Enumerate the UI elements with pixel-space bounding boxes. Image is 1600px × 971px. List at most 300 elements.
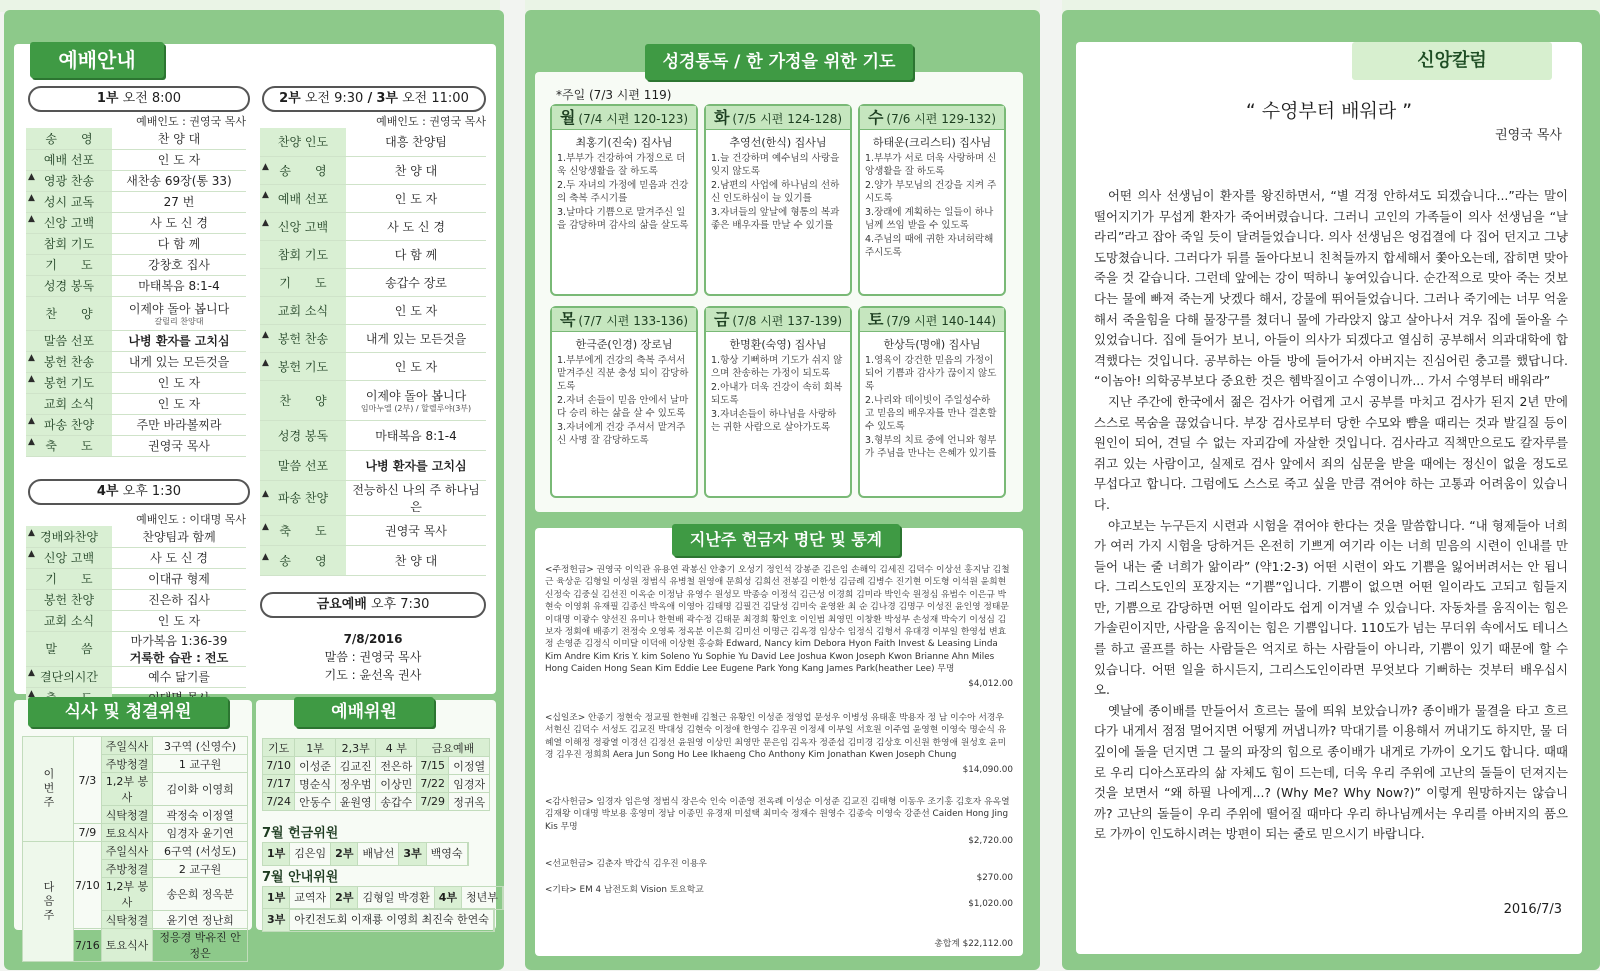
- meal-committee-table: [22, 736, 248, 962]
- order-value-text: 전능하신 나의 주 하나님은: [352, 482, 480, 514]
- meal-row: [23, 737, 248, 755]
- order-row: [26, 393, 246, 414]
- worship-committee-title-text: 예배위원: [331, 702, 397, 722]
- committee-part: 1부: [263, 843, 290, 865]
- order-row: [260, 545, 486, 575]
- worship-committee-cell: 7/29: [417, 793, 449, 811]
- order-row: [260, 212, 486, 240]
- order-value: [346, 352, 486, 380]
- usher-committee-title: 7월 안내위원: [262, 870, 339, 885]
- offering-section: [545, 712, 1013, 776]
- order-value-text: 다 함 께: [394, 247, 438, 262]
- order-value-text: 이제야 돌아 봅니다: [365, 388, 467, 403]
- meal-date: 7/10: [74, 842, 102, 929]
- order-row: [26, 170, 246, 191]
- order-label: ▲ 축 도: [260, 515, 346, 545]
- worship-committee-cell: 7/17: [263, 775, 295, 793]
- order-row: [26, 296, 246, 330]
- worship-committee-cell: 명순식: [295, 775, 336, 793]
- prayer-item: 4.주님의 때에 귀한 자녀허락해 주시도록: [865, 234, 994, 258]
- committee-member: 아킨전도회 이재룡 이영희 최진숙 한연숙: [290, 909, 494, 931]
- order-row: [26, 526, 246, 547]
- order-value: [346, 515, 486, 545]
- order-label: 교회 소식: [26, 610, 112, 631]
- meal-assignee: 김이화 이영희: [153, 773, 248, 806]
- friday-details: [262, 630, 484, 684]
- prayer-day-name: 화: [713, 108, 730, 127]
- order-value: [112, 149, 246, 170]
- offering-amount: $1,020.00: [968, 899, 1013, 910]
- order-row: [26, 568, 246, 589]
- order-label: ▲ 신앙 고백: [260, 212, 346, 240]
- service23-order-table: [260, 128, 486, 576]
- worship-committee-cell: 정우범: [335, 775, 376, 793]
- order-value-text: 사 도 신 경: [387, 219, 445, 234]
- meal-date: 7/3: [74, 737, 102, 824]
- order-value: [112, 526, 246, 547]
- offering-names: <주정헌금> 권영국 이익관 유용연 곽봉신 안충기 오성기 정인석 강봉준 김은임 손해익 김세진 김덕수 이상선 홍지남 김철근 육상운 김형일 이성원 정범식 유병철 원영애 문희성 김희선 전봉길 이한성 김금례 김병수 진기현 이도형 이석원 윤희현 신정숙 김중실 김선진 이옥순 이정남 유영수 원성모 박종승 이정석 김근성 이경희 김미라 박인숙 원정심 유범수 이은규 박현숙 이영휘 유재필 김종신 박옥애 이영아 김태명 김필건 김달성 김미숙 윤영완 최 순 김나경 김명구 이성진 윤인영 정태문 이대명 이광수 양선진 유미나 한현배 곽수정 김태문 최경희 황인호 이인범 최영민 이창환 박성부 손성재 박숙기 이성심 김보자 정회애 배종기 전정숙 오영록 정옥분 이은희 김미선 이명근 김옥경 임상수 임정식 김형서 유대경 이부일 한영섭 변효정 손영준 김정식 이미달 이덕애 이상현 홍승화 Edward, Nancy kim Debora Hyon Faith Invest & Leasing Linda Kim Andre Kim Kris Y. kim Soleno Yu Sophie Yu David Lee Joshua Kwon Joseph Kwon Brianne Ahn Miles Hong Caiden Hong Sean Kim Eddie Lee Eugene Park Yong Kang James Park(heather Lee) 무명: [545, 565, 1010, 675]
- prayer-day-ref: (7/7 시편 133-136): [578, 314, 689, 328]
- committee-part: 3부: [263, 909, 290, 931]
- order-value-sub: 갈릴리 찬양대: [154, 316, 204, 326]
- order-value: [346, 545, 486, 575]
- service4-name: 4부: [96, 484, 119, 499]
- worship-committee-cell: 송갑수: [376, 793, 417, 811]
- order-row: [260, 128, 486, 156]
- order-value: [112, 547, 246, 568]
- order-value: [112, 372, 246, 393]
- prayer-item: 2.두 자녀의 가정에 믿음과 건강의 축복 주시기를: [557, 180, 689, 204]
- prayer-list: [860, 354, 1004, 460]
- order-label: 성경 봉독: [260, 420, 346, 450]
- worship-committee-cell: 7/24: [263, 793, 295, 811]
- prayer-day-card: [550, 306, 698, 498]
- order-value: [112, 631, 246, 666]
- prayer-family-name: 한상득(명애) 집사님: [883, 338, 981, 351]
- prayer-item: 3.장래에 계획하는 일들이 하나님께 쓰임 받을 수 있도록: [865, 207, 994, 231]
- prayer-day-card: [704, 306, 852, 498]
- order-value-text: 다 함 께: [157, 237, 201, 251]
- order-row: [26, 275, 246, 296]
- worship-committee-cell: 7/10: [263, 757, 295, 775]
- column-paragraph: 지난 주간에 한국에서 젊은 검사가 어렵게 고시 공부를 마치고 검사가 된지 2년 만에 스스로 목숨을 끊었습니다. 부장 검사로부터 당한 수모와 뺨을 때리는 것과 발길질 등이 원인이 되어, 견딜 수 없는 자괴감에 자살한 것입니다. 검사라고 직책만으로도 칼자루를 쥐고 있는 사람이고, 실제로 검사 앞에서 죄의 심문을 받을 때에는 정신이 없을 정도로 무섭다고 합니다. 그럼에도 스스로 죽고 싶을 만큼 겪어야 하는 고통과 어려움이 있습니다.: [1094, 393, 1568, 512]
- prayer-day-name: 목: [559, 310, 576, 329]
- order-row: [26, 351, 246, 372]
- prayer-item: 3.자녀손들이 하나님을 사랑하는 귀한 사람으로 살아가도록: [711, 409, 837, 433]
- service4-leader: 예배인도 : 이대명 목사: [136, 513, 246, 526]
- friday-prayer: 기도 : 윤선옥 권사: [324, 668, 422, 682]
- prayer-family-name: 추영선(한식) 집사님: [729, 136, 827, 149]
- order-value: [112, 610, 246, 631]
- order-value-text: 주만 바라볼찌라: [136, 418, 222, 432]
- order-row: [260, 240, 486, 268]
- order-label: 교회 소식: [260, 296, 346, 324]
- prayer-family-name: 한명환(숙영) 집사님: [729, 338, 827, 351]
- usher-committee-row-3: [262, 908, 495, 932]
- order-value: [346, 212, 486, 240]
- order-row: [26, 631, 246, 666]
- next-week-label: 다음주: [23, 842, 74, 962]
- column-title: [1352, 42, 1552, 80]
- order-row: [26, 330, 246, 351]
- offering-names: <감사헌금> 임경자 임은영 정범식 장은숙 인숙 이준영 전옥례 이성순 이성준 김교진 김태형 이동우 조기홍 김호자 유옥열 김재왕 이대명 박보용 홍영미 정남 이종민 유경재 미설택 최미숙 정재수 원영수 김종숙 이영숙 강준선 Caiden Hong Jing Kis 무명: [545, 797, 1010, 832]
- meal-assignee: 6구역 (서성도): [153, 842, 248, 860]
- order-row: [26, 233, 246, 254]
- order-value-text: 대흥 찬양팀: [385, 135, 447, 150]
- prayer-list: [552, 152, 696, 232]
- prayer-day-ref: (7/5 시편 124-128): [732, 112, 843, 126]
- order-value-text: 인 도 자: [394, 303, 438, 318]
- order-value: [346, 420, 486, 450]
- meal-assignee: 정응경 박유진 안정은: [153, 929, 248, 962]
- service1-time: 오전 8:00: [122, 91, 182, 106]
- order-value: [346, 380, 486, 420]
- column-paragraph: 옛날에 종이배를 만들어서 흐르는 물에 띄워 보았습니까? 종이배가 물결을 타고 흐르다가 내게서 점점 멀어지면 어떻게 꺼냅니까? 막대기를 이용해서 꺼내기도 하지만, 물 더 깊이에 돌을 던지면 그 물의 파장의 힘으로 종이배가 내게로 가까이 오기도 합니다. 때때로 우리 디아스포라의 삶 자체도 힘이 드는데, 더욱 우리 주위에 고난의 돌들이 던져지는 것을 보면서 “왜 하필 나에게...? (Why Me? Why Now?)” 이렇게 원망하지는 않습니까? 고난의 돌들이 우리 주위에 떨어질 때마다 우리 하나님께서는 우리를 아버지의 품으로 가까이 인도하시려는 방편이 되는 줄로 믿으시기 바랍니다.: [1094, 702, 1568, 842]
- order-value-text: 내게 있는 모든것을: [128, 355, 230, 369]
- meal-role: 토요식사: [101, 824, 153, 842]
- order-row: [260, 515, 486, 545]
- order-value-text: 내게 있는 모든것을: [365, 331, 467, 346]
- offering-section: [545, 564, 1013, 690]
- committee-member: 청년부: [462, 887, 503, 909]
- order-value-text: 인 도 자: [394, 191, 438, 206]
- committee-member: 김은임: [290, 843, 331, 865]
- order-value: [112, 568, 246, 589]
- order-value: [346, 324, 486, 352]
- order-value-text: 나병 환자를 고치심: [365, 458, 467, 473]
- order-label: 찬 양: [26, 296, 112, 330]
- column-date: 2016/7/3: [1503, 902, 1562, 917]
- service4-pill: [28, 479, 250, 505]
- prayer-day-header: [706, 308, 850, 332]
- prayer-day-header: [706, 106, 850, 130]
- offering-committee-title: 7월 헌금위원: [262, 826, 339, 841]
- order-value: [112, 212, 246, 233]
- prayer-item: 2.남편의 사업에 하나님의 선하신 인도하심이 늘 있기를: [711, 180, 840, 204]
- prayer-item: 1.부부가 건강하여 가정으로 더욱 신앙생활을 잘 하도록: [557, 153, 686, 177]
- order-value: [112, 170, 246, 191]
- prayer-item: 2.나리와 데이빗이 주일성수하고 믿음의 배우자를 만나 결혼할 수 있도록: [865, 395, 997, 432]
- order-value-text: 새찬송 69장(통 33): [126, 174, 232, 188]
- order-label: ▲ 송 영: [260, 156, 346, 184]
- order-label: ▲ 신앙 고백: [26, 212, 112, 233]
- prayer-day-header: [552, 106, 696, 130]
- order-row: [26, 435, 246, 456]
- order-label: 봉헌 찬양: [26, 589, 112, 610]
- column-title-text: 신앙칼럼: [1417, 50, 1487, 71]
- order-value: [112, 275, 246, 296]
- committee-member: 김형일 박경환: [358, 887, 434, 909]
- order-label: 송 영: [26, 128, 112, 149]
- order-value-text: 권영국 목사: [385, 523, 447, 538]
- committee-part: 4부: [435, 887, 462, 909]
- prayer-day-ref: (7/4 시편 120-123): [578, 112, 689, 126]
- prayer-day-name: 금: [713, 310, 730, 329]
- order-value-text: 이대규 형제: [148, 572, 210, 586]
- meal-assignee: 1 교구원: [153, 755, 248, 773]
- prayer-day-name: 수: [867, 108, 884, 127]
- committee-part: 1부: [263, 887, 290, 909]
- worship-committee-header-cell: 1부: [295, 739, 336, 757]
- order-row: [26, 149, 246, 170]
- offering-list-title-text: 지난주 헌금자 명단 및 통계: [689, 530, 883, 549]
- order-value: [112, 191, 246, 212]
- order-row: [260, 268, 486, 296]
- offering-names: <기타> EM 4 남전도회 Vision 토요학교: [545, 885, 704, 895]
- service1-order-table: [26, 128, 246, 457]
- prayer-list: [860, 152, 1004, 259]
- worship-committee-cell: 임경자: [449, 775, 490, 793]
- worship-committee-header: [263, 739, 490, 757]
- order-value: [112, 435, 246, 456]
- meal-assignee: 송은희 정옥분: [153, 878, 248, 911]
- service-separator: /: [367, 91, 373, 106]
- prayer-list: [552, 354, 696, 447]
- order-value: [112, 666, 246, 687]
- order-row: [260, 296, 486, 324]
- order-value-text: 인 도 자: [157, 614, 201, 628]
- service4-time: 오후 1:30: [122, 484, 182, 499]
- order-label: ▲ 예배 선포: [260, 184, 346, 212]
- order-value: [346, 184, 486, 212]
- worship-committee-cell: 이상민: [376, 775, 417, 793]
- prayer-item: 1.항상 기뻐하며 기도가 쉬지 않으며 찬송하는 가정이 되도록: [711, 355, 843, 379]
- prayer-item: 1.부부에게 건강의 축복 주셔서 맡겨주신 직분 충성 되이 감당하도록: [557, 355, 689, 392]
- order-row: [260, 156, 486, 184]
- worship-committee-row: [263, 757, 490, 775]
- order-value-text: 이제야 돌아 봅니다: [128, 301, 230, 316]
- prayer-item: 1.부부가 서로 더욱 사랑하며 신앙생활을 잘 하도록: [865, 153, 997, 177]
- order-value: [112, 233, 246, 254]
- order-value-text: 찬 양 대: [394, 163, 438, 178]
- order-row: [26, 212, 246, 233]
- prayer-item: 1.영육이 강건한 믿음의 가정이 되어 기쁨과 감사가 끊이지 않도록: [865, 355, 997, 392]
- worship-committee-row: [263, 775, 490, 793]
- order-label: 참회 기도: [26, 233, 112, 254]
- prayer-family-name: 하태운(크리스티) 집사님: [872, 136, 992, 149]
- worship-committee-cell: 윤원영: [335, 793, 376, 811]
- meal-committee-title-text: 식사 및 청결위원: [64, 702, 192, 722]
- order-value-text: 사 도 신 경: [150, 216, 208, 230]
- meal-assignee: 3구역 (신영수): [153, 737, 248, 755]
- order-row: [260, 380, 486, 420]
- meal-role: 토요식사: [101, 929, 153, 962]
- order-row: [26, 414, 246, 435]
- order-value-text: 마태복음 8:1-4: [138, 279, 220, 293]
- service4-order-table: [26, 526, 246, 709]
- column-body: [1094, 186, 1568, 845]
- order-value: [112, 351, 246, 372]
- order-value-text: 인 도 자: [394, 359, 438, 374]
- meal-role: 주방청결: [101, 755, 153, 773]
- prayer-item: 2.양가 부모님의 건강을 지켜 주시도록: [865, 180, 997, 204]
- prayer-item: 3.자녀에게 건강 주셔서 맡겨주신 사명 잘 감당하도록: [557, 422, 686, 446]
- committee-member: 배남선: [358, 843, 399, 865]
- meal-role: 식탁청결: [101, 806, 153, 824]
- worship-committee-header-cell: 4 부: [376, 739, 417, 757]
- offering-names: <십일조> 안종기 정현숙 정교필 한현배 김철근 유황인 이성준 정영업 문성우 이병성 유태훈 박용자 정 남 이수아 서경우 서현신 김덕수 서성도 김교진 박대성 김현숙 이정애 한영수 김우권 이정세 이부일 서호원 이주엽 윤영현 이영숙 명순식 유혜열 이해정 정광열 이경선 김정선 윤원영 이상민 최영만 문은임 김옥자 정준섭 김미경 김상호 이신원 한영애 원성호 윤미경 김우진 정희희 Aera Jun Song Ho Lee Ikhaeng Cho Anthony Kim Jonathan Kwen Joseph Chung: [545, 713, 1007, 761]
- worship-committee-header-cell: 금요예배: [417, 739, 490, 757]
- column-paragraph: 어떤 의사 선생님이 환자를 왕진하면서, “별 걱정 안하셔도 되겠습니다...”라는 말이 떨어지기가 무섭게 환자가 죽어버렸습니다. 그러니 고인의 가족들이 의사 선생님을 “날라리”라고 잡아 죽일 듯이 달려들었습니다. 의사 선생님은 엉겁결에 다 집어 던지고 그냥 도망쳤습니다. 그러다가 뒤를 돌아다보니 친척들까지 합세해서 쫓아오는데, 잡히면 맞아죽을 것 같습니다. 그런데 앞에는 강이 떡하니 놓여있습니다. 순간적으로 맞아 죽는 것보다는 물에 빠져 죽는게 낫겠다 해서, 강물에 뛰어들었습니다. 그러나 죽기에는 너무 억울해서 죽을힘을 다해 물장구를 쳤더니 물에 가라앉지 않고 살아나서 겨우 집에 돌아올 수 있었습니다. 집에 들어가 보니, 아들이 의사가 되겠다고 열심히 공부해서 의과대학에 합격했다는 것입니다. 공부하는 아들 방에 들어가서 아버지는 진심어린 충고를 했답니다. “이놈아! 의학공부보다 중요한 것은 헴박질이고 수영이니까... 가서 수영부터 배워라”: [1094, 188, 1568, 389]
- offering-amount: $14,090.00: [962, 764, 1013, 775]
- prayer-day-ref: (7/9 시편 140-144): [886, 314, 997, 328]
- order-value-text: 마태복음 8:1-4: [375, 428, 457, 443]
- service2-name: 2부: [279, 91, 301, 106]
- order-value: [346, 128, 486, 156]
- order-value: [112, 589, 246, 610]
- order-label: 교회 소식: [26, 393, 112, 414]
- worship-committee-cell: 전은하: [376, 757, 417, 775]
- meal-role: 주일식사: [101, 737, 153, 755]
- order-value-text: 찬 양 대: [157, 131, 201, 146]
- worship-committee-row: [263, 793, 490, 811]
- meal-assignee: 임경자 윤기연: [153, 824, 248, 842]
- prayer-list: [706, 152, 850, 232]
- order-value-text: 강창호 집사: [148, 258, 210, 272]
- worship-guide-title: [30, 42, 164, 78]
- order-label: 기 도: [26, 254, 112, 275]
- meal-role: 1,2부 봉사: [101, 773, 153, 806]
- usher-committee-row: [262, 886, 504, 910]
- order-value-text: 사 도 신 경: [150, 551, 208, 565]
- order-row: [260, 420, 486, 450]
- prayer-day-card: [550, 104, 698, 296]
- friday-name: 금요예배: [316, 597, 367, 612]
- prayer-item: 3.자녀들의 앞날에 형통의 복과 좋은 배우자를 만날 수 있기를: [711, 207, 840, 231]
- prayer-day-ref: (7/8 시편 137-139): [732, 314, 843, 328]
- order-label: ▲ 결단의시간: [26, 666, 112, 687]
- committee-member: 교역자: [290, 887, 331, 909]
- order-value-text: 나병 환자를 고치심: [128, 334, 230, 348]
- order-label: ▲ 성시 교독: [26, 191, 112, 212]
- order-label: ▲ 경배와찬양: [26, 526, 112, 547]
- order-label: 기 도: [260, 268, 346, 296]
- order-value-text: 찬 양 대: [394, 553, 438, 568]
- order-value-text: 진은하 집사: [148, 593, 210, 607]
- prayer-day-card: [704, 104, 852, 296]
- worship-committee-title: [294, 697, 434, 727]
- committee-part: 3부: [399, 843, 426, 865]
- order-label: ▲ 봉헌 기도: [260, 352, 346, 380]
- offering-section: [545, 796, 1013, 848]
- worship-committee-cell: 이성준: [295, 757, 336, 775]
- order-row: [26, 128, 246, 149]
- order-value-text: 인 도 자: [157, 397, 201, 411]
- order-value-text: 인 도 자: [157, 153, 201, 167]
- prayer-day-name: 월: [559, 108, 576, 127]
- service23-pill: [262, 86, 486, 112]
- order-row: [26, 547, 246, 568]
- order-value-text: 마가복음 1:36-39: [130, 633, 228, 648]
- order-value-sub: 거룩한 습관 : 전도: [129, 650, 229, 665]
- this-week-label: 이번주: [23, 737, 74, 842]
- order-label: ▲ 파송 찬양: [260, 480, 346, 515]
- worship-committee-header-cell: 2,3부: [335, 739, 376, 757]
- order-label: ▲ 신앙 고백: [26, 547, 112, 568]
- order-value-text: 송갑수 장로: [385, 275, 447, 290]
- meal-role: 식탁청결: [101, 911, 153, 929]
- order-value-text: 찬양팀과 함께: [142, 529, 216, 544]
- prayer-item: 3.날마다 기쁨으로 말겨주신 일을 감당하며 감사의 삶을 살도록: [557, 207, 689, 231]
- meal-role: 1,2부 봉사: [101, 878, 153, 911]
- offering-amount: $4,012.00: [968, 678, 1013, 689]
- friday-date: 7/8/2016: [343, 632, 403, 646]
- order-row: [26, 372, 246, 393]
- prayer-family-name: 최홍기(진숙) 집사님: [575, 136, 673, 149]
- order-label: 기 도: [26, 568, 112, 589]
- meal-committee-title: [28, 697, 228, 727]
- prayer-family-name: 한극준(인경) 장로님: [575, 338, 673, 351]
- order-label: ▲ 축 도: [26, 435, 112, 456]
- order-value: [112, 128, 246, 149]
- order-row: [260, 352, 486, 380]
- order-value: [346, 450, 486, 480]
- meal-date: 7/16: [74, 929, 102, 962]
- order-row: [260, 450, 486, 480]
- worship-committee-cell: 7/15: [417, 757, 449, 775]
- order-row: [26, 191, 246, 212]
- order-value: [112, 296, 246, 330]
- worship-committee-cell: 7/22: [417, 775, 449, 793]
- service23-leader: 예배인도 : 권영국 목사: [376, 115, 486, 128]
- bible-reading-title-text: 성경통독 / 한 가정을 위한 기도: [662, 52, 896, 72]
- order-value: [112, 393, 246, 414]
- meal-assignee: 윤기연 정난희: [153, 911, 248, 929]
- column-headline: “ 수영부터 배워라 ”: [1245, 100, 1413, 122]
- offering-section: [545, 884, 1013, 911]
- order-label: 말씀 선포: [260, 450, 346, 480]
- service3-time: 오전 11:00: [402, 91, 469, 106]
- prayer-day-header: [860, 106, 1004, 130]
- offering-list-title: [672, 524, 900, 556]
- order-row: [260, 184, 486, 212]
- order-label: 성경 봉독: [26, 275, 112, 296]
- service3-name: 3부: [376, 91, 398, 106]
- worship-committee-cell: 이정열: [449, 757, 490, 775]
- order-label: ▲ 봉헌 찬송: [26, 351, 112, 372]
- prayer-day-card: [858, 104, 1006, 296]
- prayer-day-card: [858, 306, 1006, 498]
- order-value-text: 권영국 목사: [148, 439, 210, 453]
- order-row: [260, 480, 486, 515]
- order-value: [346, 268, 486, 296]
- column-paragraph: 야고보는 누구든지 시련과 시험을 겪어야 한다는 것을 말씀합니다. “내 형제들아 너희가 여러 가지 시험을 당하거든 온전히 기쁘게 여기라 이는 너희 믿음의 시련이 인내를 만들어 내는 줄 너희가 앎이라” (약1:2-3) 어떤 시련이 와도 기쁨을 잃어버려서는 안 됩니다. 그리스도인의 포장지는 “기쁨”입니다. 기쁨이 없으면 어떤 일이라도 고되고 힘들지만, 기쁨으로 감당하면 어떤 일이라도 쉽게 이겨낼 수 있습니다. 자동차를 움직이는 힘은 가솔린이지만, 사람을 움직이는 힘은 기쁨입니다. 110도가 넘는 무더위 속에서도 테니스를 하고 골프를 하는 사람들은 억지로 하는 사람들이 아니라, 기쁨이 있기 때문에 할 수 있습니다. 어떤 일을 하시든지, 그리스도인이라면 무엇보다 기뻐하는 것부터 배우십시오.: [1094, 517, 1568, 698]
- prayer-day-header: [552, 308, 696, 332]
- order-row: [26, 589, 246, 610]
- friday-sermon: 말씀 : 권영국 목사: [324, 650, 422, 664]
- meal-role: 주방청결: [101, 860, 153, 878]
- prayer-item: 2.자녀 손들이 믿음 안에서 날마다 승리 하는 삶을 살 수 있도록: [557, 395, 689, 419]
- offering-section: [545, 858, 1013, 885]
- prayer-item: 2.아내가 더욱 건강이 속히 회복되도록: [711, 382, 843, 406]
- order-label: 예배 선포: [26, 149, 112, 170]
- order-label: 찬양 인도: [260, 128, 346, 156]
- offering-names: <선교헌금> 김춘자 박갑식 김우진 이용우: [545, 859, 707, 869]
- order-label: 참회 기도: [260, 240, 346, 268]
- order-label: ▲ 파송 찬양: [26, 414, 112, 435]
- sunday-reading: *주일 (7/3 시편 119): [556, 88, 672, 102]
- meal-date: 7/9: [74, 824, 102, 842]
- order-row: [26, 666, 246, 687]
- worship-committee-cell: 안동수: [295, 793, 336, 811]
- committee-member: 백영숙: [427, 843, 468, 865]
- friday-time: 오후 7:30: [370, 597, 430, 612]
- meal-role: 주일식사: [101, 842, 153, 860]
- offering-committee-row: [262, 842, 469, 866]
- order-value: [112, 330, 246, 351]
- meal-assignee: 곽정숙 이정열: [153, 806, 248, 824]
- offering-total: 총합계 $22,112.00: [934, 939, 1013, 949]
